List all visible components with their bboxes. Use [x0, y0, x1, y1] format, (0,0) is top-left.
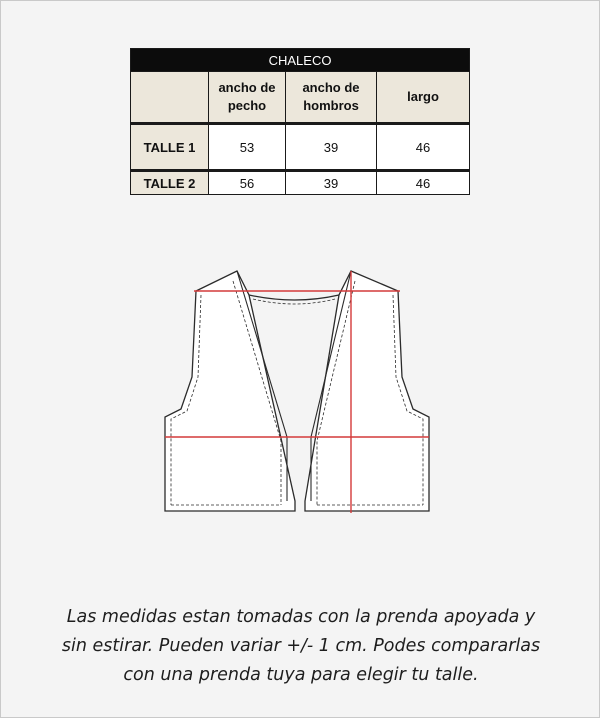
- vest-left-panel-outline: [165, 271, 295, 511]
- size-note: [31, 603, 571, 690]
- header-line: pecho: [227, 98, 267, 113]
- cell-ancho-pecho: 56: [209, 171, 286, 195]
- cell-largo: 46: [377, 124, 470, 171]
- header-line: ancho de: [302, 80, 360, 95]
- table-title: CHALECO: [131, 49, 470, 72]
- cell-ancho-hombros: 39: [286, 171, 377, 195]
- cell-largo: 46: [377, 171, 470, 195]
- header-line: largo: [407, 89, 439, 104]
- row-label: TALLE 2: [131, 171, 209, 195]
- row-label: TALLE 1: [131, 124, 209, 171]
- vest-back-neckline: [249, 295, 339, 300]
- caption-line: sin estirar. Pueden variar +/- 1 cm. Podes compararlas: [61, 636, 541, 656]
- cell-ancho-hombros: 39: [286, 124, 377, 171]
- vest-right-panel-outline: [305, 271, 429, 511]
- vest-illustration: [1, 1, 599, 601]
- caption-line: con una prenda tuya para elegir tu talle.: [123, 665, 479, 685]
- header-line: ancho de: [218, 80, 276, 95]
- caption-line: Las medidas estan tomadas con la prenda apoyada y: [66, 607, 536, 627]
- header-line: hombros: [303, 98, 359, 113]
- cell-ancho-pecho: 53: [209, 124, 286, 171]
